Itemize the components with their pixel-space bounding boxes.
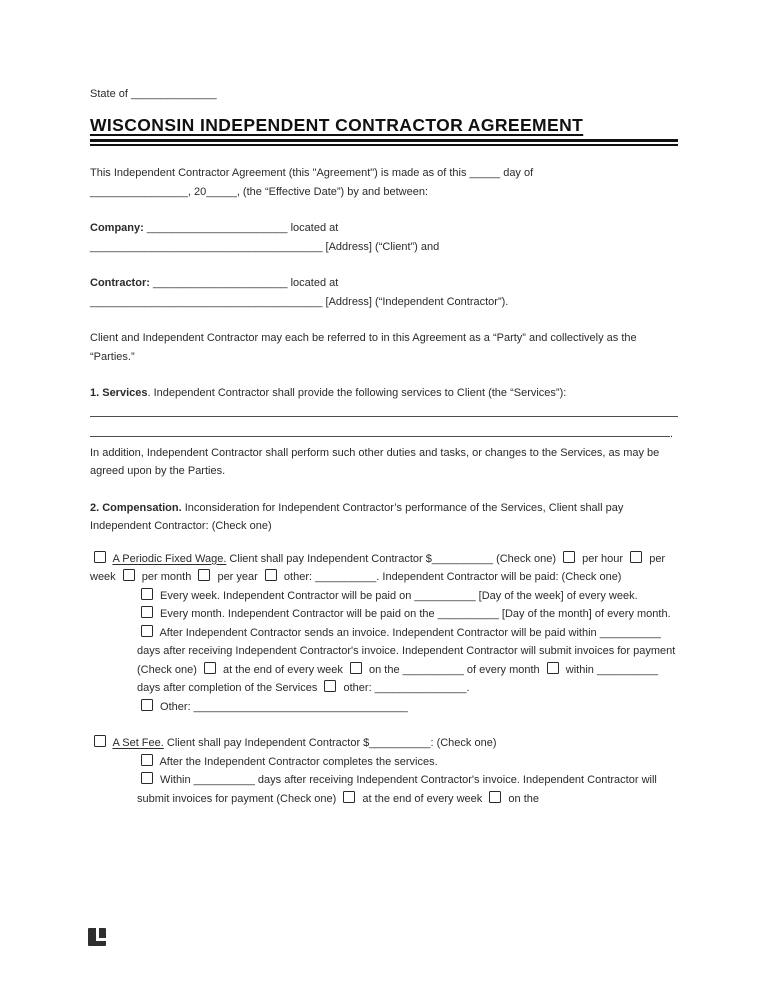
- text: within __________ days after completion of the Services: [137, 663, 659, 694]
- periodic-sub-options: [90, 587, 678, 717]
- checkbox-option: [90, 624, 678, 698]
- text: at the end of every week: [359, 792, 486, 805]
- periodic-fixed-wage-main: [90, 550, 678, 587]
- text: per year: [214, 571, 261, 583]
- checkbox[interactable]: [489, 791, 501, 803]
- text: ______________________________________ [Address] (“Client”) and: [90, 240, 440, 253]
- company-paragraph: [90, 219, 678, 256]
- text: Client shall pay Independent Contractor $__________ (Check one): [226, 552, 560, 565]
- text: After Independent Contractor sends an invoice. Independent Contractor will be paid within __________ days after receiving Independent Contractor's invoice. Independent Contractor will submit invoices for payment (Check one): [137, 626, 676, 676]
- text: ______________________________________ [Address] (“Independent Contractor”).: [90, 295, 509, 308]
- checkbox[interactable]: [265, 569, 277, 581]
- set-fee-main: [90, 734, 678, 753]
- checkbox[interactable]: [204, 662, 216, 674]
- text: After the Independent Contractor completes the services.: [157, 755, 438, 768]
- text: Client shall pay Independent Contractor $__________: (Check one): [163, 737, 497, 749]
- text: Within __________ days after receiving Independent Contractor's invoice. Independent Contractor will submit invoices for payment (Check one): [137, 774, 657, 805]
- checkbox[interactable]: [350, 662, 362, 674]
- checkbox[interactable]: [198, 569, 210, 581]
- checkbox[interactable]: [94, 735, 106, 747]
- checkbox[interactable]: [141, 699, 153, 711]
- text: This Independent Contractor Agreement (this "Agreement") is made as of this _____ day of: [90, 167, 534, 179]
- checkbox[interactable]: [141, 606, 153, 618]
- checkbox[interactable]: [630, 551, 642, 563]
- text: .: [670, 428, 674, 440]
- text: other: _______________.: [340, 682, 470, 694]
- compensation-section: [90, 499, 678, 536]
- underlined-label: A Set Fee.: [112, 737, 164, 749]
- checkbox-option: [90, 698, 678, 717]
- text: In addition, Independent Contractor shall perform such other duties and tasks, or changes to the Services, as may be agreed upon by the Parties.: [90, 446, 660, 477]
- text: per week: [90, 552, 666, 583]
- checkbox[interactable]: [343, 791, 355, 803]
- underlined-label: A Periodic Fixed Wage.: [112, 552, 227, 565]
- intro-paragraph: [90, 164, 678, 201]
- text: on the: [505, 792, 539, 805]
- text: ________________, 20_____, (the “Effective Date”) by and between:: [90, 185, 428, 198]
- set-fee-sub-options: [90, 753, 678, 809]
- legal-templates-logo-icon: [88, 928, 106, 946]
- bold-text: 2. Compensation.: [90, 501, 182, 514]
- checkbox[interactable]: [94, 551, 106, 563]
- text: Every week. Independent Contractor will be paid on __________ [Day of the week] of every week.: [157, 589, 638, 602]
- state-of-line: State of ______________: [90, 88, 217, 100]
- checkbox-option: [90, 587, 678, 606]
- checkbox-option: [90, 605, 678, 624]
- blank-line: [90, 423, 670, 437]
- text: Client and Independent Contractor may each be referred to in this Agreement as a “Party” and collectively as the “Parties.”: [90, 332, 637, 363]
- checkbox-option: [90, 753, 678, 772]
- bold-text: Contractor:: [90, 277, 150, 289]
- checkbox[interactable]: [324, 680, 336, 692]
- text: at the end of every week: [219, 663, 346, 676]
- text: . Independent Contractor shall provide the following services to Client (the “Services”):: [147, 387, 567, 399]
- periodic-fixed-wage-option: [90, 550, 678, 717]
- text: on the __________ of every month: [365, 663, 543, 676]
- text: per hour: [579, 552, 627, 565]
- checkbox[interactable]: [141, 588, 153, 600]
- text: _______________________ located at: [143, 222, 339, 234]
- text: Inconsideration for Independent Contractor’s performance of the Services, Client shall pay Independent Contractor: (Check one): [90, 501, 624, 532]
- checkbox[interactable]: [141, 625, 153, 637]
- document-title: WISCONSIN INDEPENDENT CONTRACTOR AGREEMENT: [90, 115, 584, 135]
- checkbox[interactable]: [141, 754, 153, 766]
- blank-line: [90, 403, 678, 417]
- text: per month: [138, 571, 195, 583]
- text: ______________________ located at: [149, 277, 339, 289]
- title-rule: [90, 139, 678, 146]
- services-section: [90, 384, 678, 481]
- checkbox[interactable]: [141, 772, 153, 784]
- text: Every month. Independent Contractor will be paid on the __________ [Day of the month] of every month.: [157, 608, 671, 620]
- checkbox-option: [90, 771, 678, 808]
- text: Other: ___________________________________: [157, 700, 408, 713]
- parties-paragraph: [90, 329, 678, 366]
- checkbox[interactable]: [547, 662, 559, 674]
- text: other: __________. Independent Contractor will be paid: (Check one): [280, 571, 622, 583]
- set-fee-option: [90, 734, 678, 808]
- bold-text: Company:: [90, 222, 144, 234]
- bold-text: 1. Services: [90, 387, 148, 399]
- checkbox[interactable]: [123, 569, 135, 581]
- contractor-paragraph: [90, 274, 678, 311]
- checkbox[interactable]: [563, 551, 575, 563]
